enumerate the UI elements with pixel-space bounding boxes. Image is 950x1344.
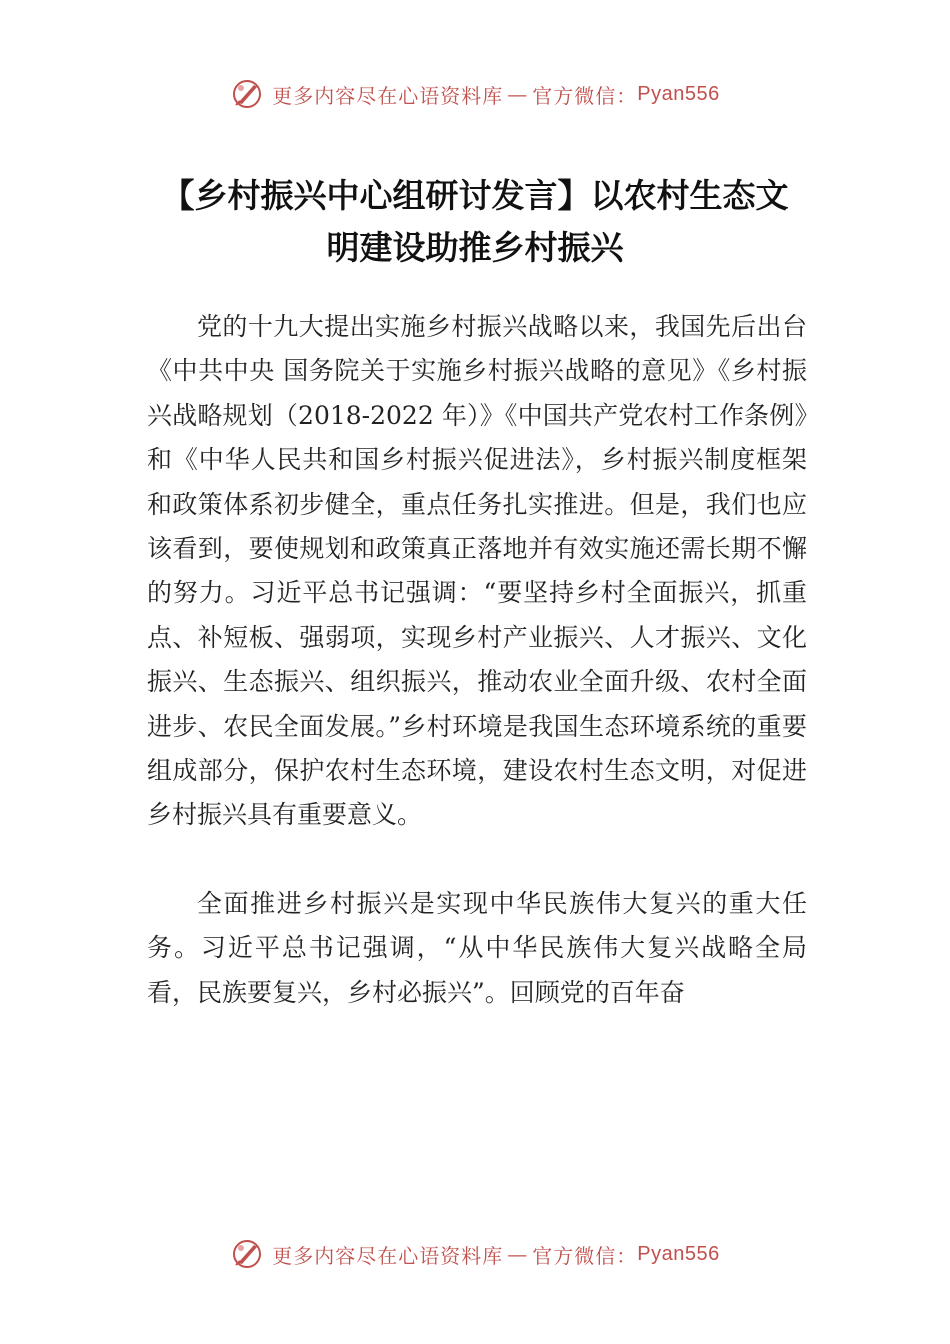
- paragraph-1: 党的十九大提出实施乡村振兴战略以来，我国先后出台《中共中央 国务院关于实施乡村振兴战略的意见》《乡村振兴战略规划（2018-2022 年）》《中国共产党农村工作条例》和《中华人民共和国乡村振兴促进法》，乡村振兴制度框架和政策体系初步健全，重点任务扎实推进。但是，我们也应该看到，要使规划和政策真正落地并有效实施还需长期不懈的努力。习近平总书记强调：“要坚持乡村全面振兴，抓重点、补短板、强弱项，实现乡村产业振兴、人才振兴、文化振兴、生态振兴、组织振兴，推动农业全面升级、农村全面进步、农民全面发展。”乡村环境是我国生态环境系统的重要组成部分，保护农村生态环境，建设农村生态文明，对促进乡村振兴具有重要意义。: [147, 312, 807, 830]
- pen-quill-logo-icon: [230, 77, 264, 111]
- watermark-label: 官方微信：: [532, 83, 638, 108]
- header-watermark: [0, 74, 950, 114]
- watermark-separator: —: [507, 1242, 529, 1266]
- title-line-1: 【乡村振兴中心组研讨发言】以农村生态文: [161, 176, 789, 215]
- watermark-separator: —: [507, 82, 529, 106]
- watermark-wechat-id: Pyan556: [637, 82, 720, 105]
- pen-quill-logo-icon: [230, 1237, 264, 1271]
- document-title: [130, 170, 820, 274]
- paragraph-2: 全面推进乡村振兴是实现中华民族伟大复兴的重大任务。习近平总书记强调，“从中华民族伟大复兴战略全局看，民族要复兴，乡村必振兴”。回顾党的百年奋: [147, 888, 807, 1007]
- footer-watermark: [0, 1234, 950, 1274]
- document-body: [147, 305, 807, 1015]
- watermark-wechat-id: Pyan556: [637, 1242, 720, 1265]
- watermark-label: 官方微信：: [532, 1243, 638, 1268]
- watermark-text: 更多内容尽在心语资料库: [272, 83, 504, 108]
- title-line-2: 明建设助推乡村振兴: [326, 228, 624, 267]
- watermark-text: 更多内容尽在心语资料库: [272, 1243, 504, 1268]
